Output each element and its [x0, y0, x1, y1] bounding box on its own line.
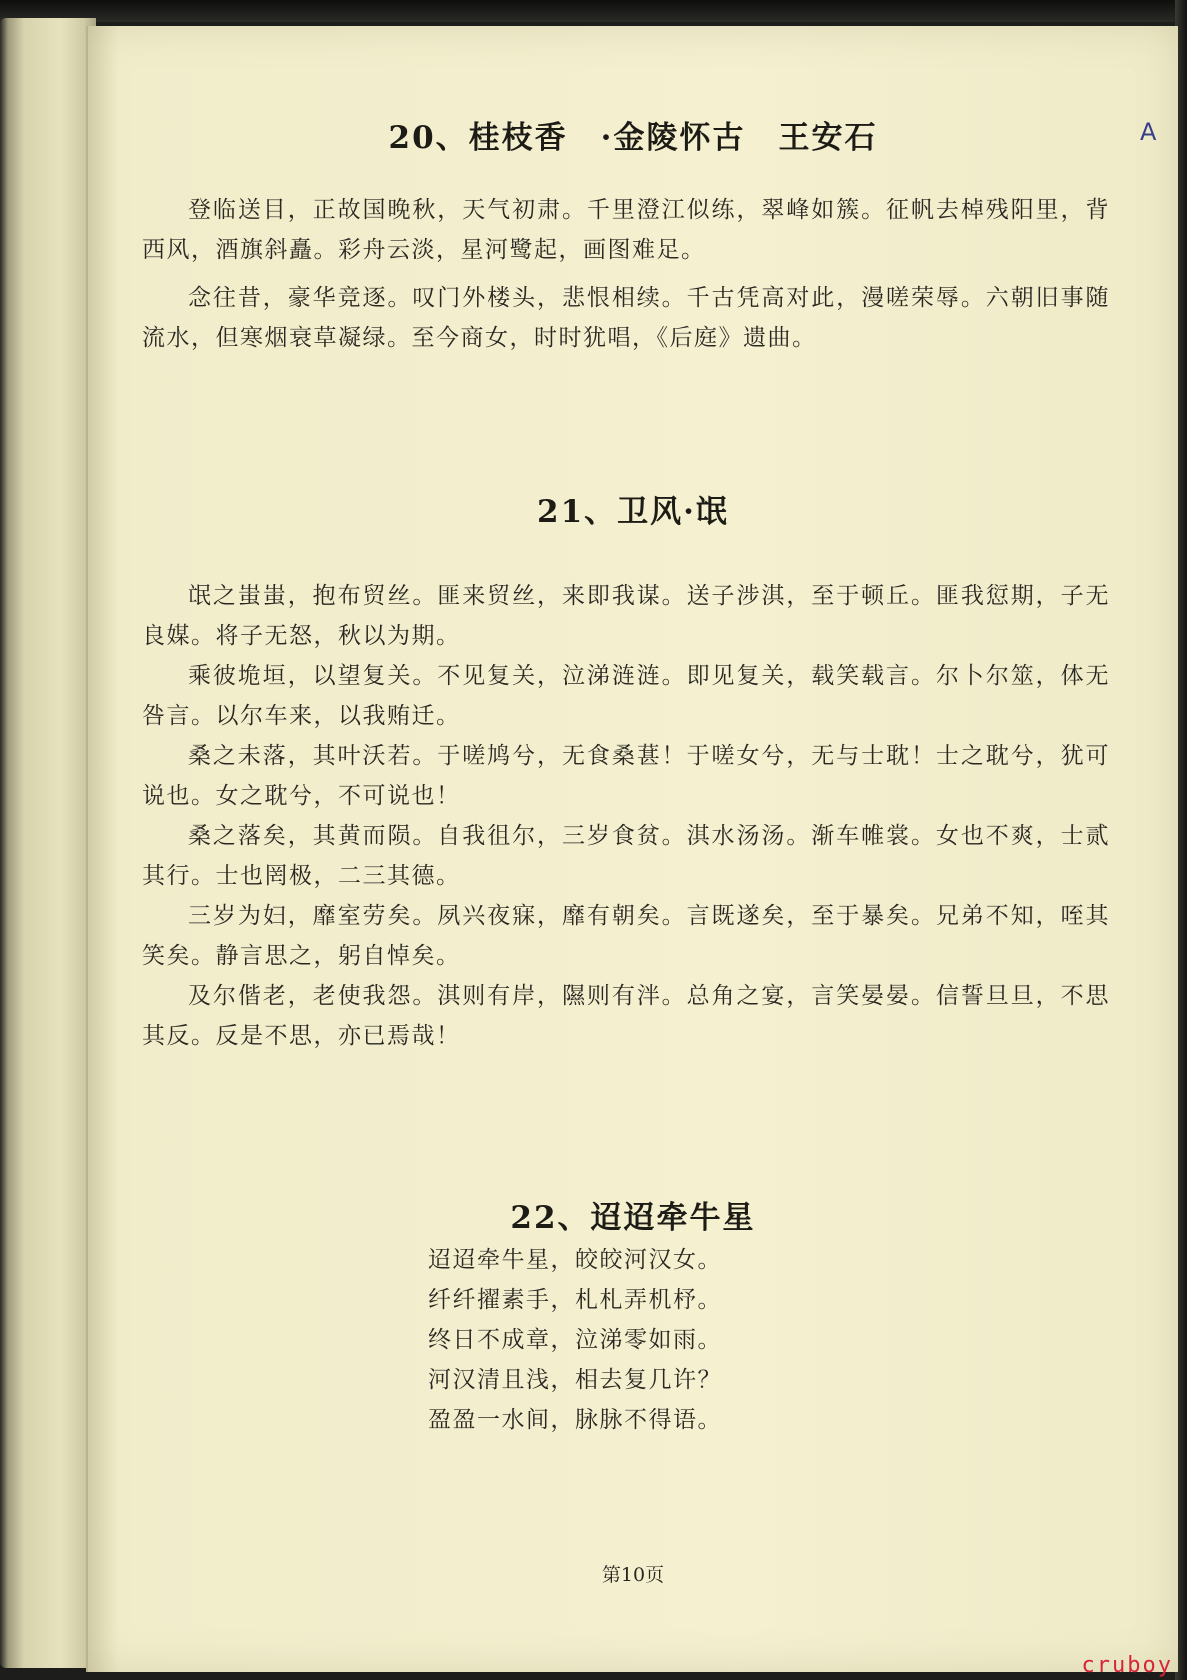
section-21-paragraph-1: 氓之蚩蚩，抱布贸丝。匪来贸丝，来即我谋。送子涉淇，至于顿丘。匪我愆期，子无良媒。将子无怒，秋以为期。 — [142, 583, 1110, 649]
left-page-edges — [0, 18, 96, 1668]
section-21-paragraph-2: 乘彼垝垣，以望复关。不见复关，泣涕涟涟。即见复关，载笑载言。尔卜尔筮，体无咎言。以尔车来，以我贿迁。 — [142, 663, 1110, 729]
section-21-title: 21、卫风·氓 — [537, 494, 729, 530]
margin-pen-mark: A — [1140, 118, 1157, 146]
poem-line: 终日不成章，泣涕零如雨。 — [428, 1327, 722, 1353]
section-21-paragraph-4: 桑之落矣，其黄而陨。自我徂尔，三岁食贫。淇水汤汤。渐车帷裳。女也不爽，士贰其行。士也罔极，二三其德。 — [142, 823, 1110, 889]
poem-line: 盈盈一水间，脉脉不得语。 — [428, 1407, 722, 1433]
section-21-paragraph-3: 桑之未落，其叶沃若。于嗟鸠兮，无食桑葚！于嗟女兮，无与士耽！士之耽兮，犹可说也。女之耽兮，不可说也！ — [142, 743, 1110, 809]
watermark: cruboy — [1081, 1653, 1173, 1678]
section-20-paragraph-1: 登临送目，正故国晚秋，天气初肃。千里澄江似练，翠峰如簇。征帆去棹残阳里，背西风，酒旗斜矗。彩舟云淡，星河鹭起，画图难足。 — [142, 197, 1110, 263]
section-21-paragraph-6: 及尔偕老，老使我怨。淇则有岸，隰则有泮。总角之宴，言笑晏晏。信誓旦旦，不思其反。反是不思，亦已焉哉！ — [142, 983, 1110, 1049]
document-page — [86, 26, 1178, 1672]
poem-line: 纤纤擢素手，札札弄机杼。 — [428, 1287, 722, 1313]
page-number: 第10页 — [601, 1564, 665, 1586]
section-20-paragraph-2: 念往昔，豪华竞逐。叹门外楼头，悲恨相续。千古凭高对此，漫嗟荣辱。六朝旧事随流水，但寒烟衰草凝绿。至今商女，时时犹唱，《后庭》遗曲。 — [142, 285, 1110, 351]
section-22-poem — [428, 1240, 722, 1440]
scan-border-top — [0, 0, 1187, 22]
section-22-title: 22、迢迢牵牛星 — [510, 1200, 756, 1236]
poem-line: 河汉清且浅，相去复几许？ — [428, 1367, 722, 1393]
section-21-paragraph-5: 三岁为妇，靡室劳矣。夙兴夜寐，靡有朝矣。言既遂矣，至于暴矣。兄弟不知，咥其笑矣。静言思之，躬自悼矣。 — [142, 903, 1110, 969]
section-20-title: 20、桂枝香 ·金陵怀古 王安石 — [388, 120, 878, 156]
poem-line: 迢迢牵牛星，皎皎河汉女。 — [428, 1247, 722, 1273]
